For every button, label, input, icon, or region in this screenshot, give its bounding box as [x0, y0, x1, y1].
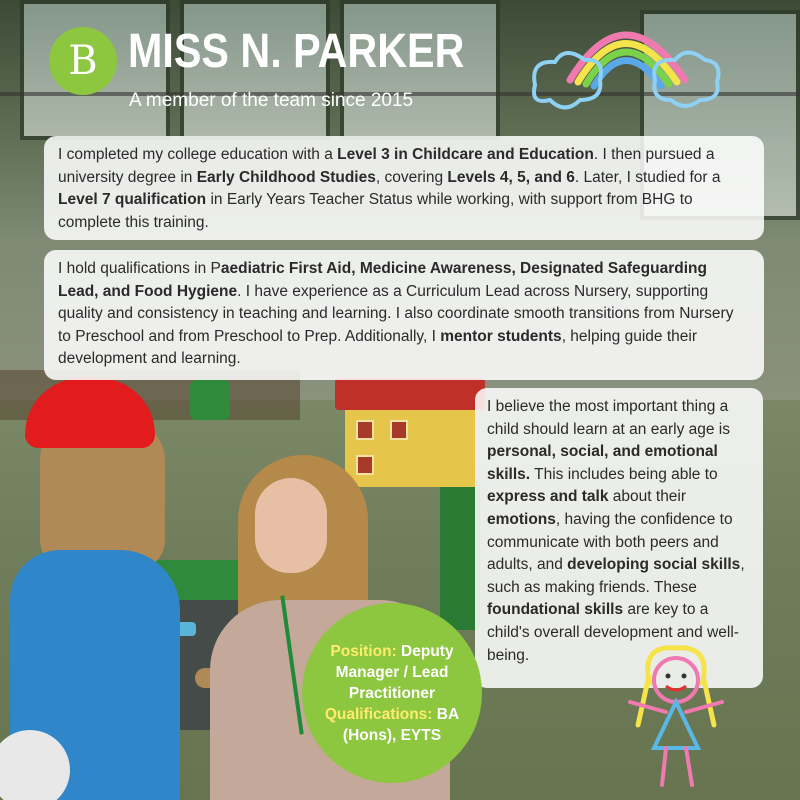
position-value: Deputy Manager / Lead Practitioner — [335, 642, 454, 702]
green-panel — [440, 480, 480, 630]
stick-figure-doodle-icon — [620, 640, 730, 790]
qualifications-value: BA (Hons), EYTS — [342, 705, 460, 744]
education-text-box — [44, 136, 764, 240]
team-since-text: A member of the team since 2015 — [129, 90, 414, 111]
bold-text-run: foundational skills — [487, 601, 624, 619]
text-run: . Later, I studied for a — [574, 168, 721, 186]
bold-text-run: aediatric First Aid, Medicine Awareness, Designated Safeguarding Lead, and Food Hygiene — [58, 260, 707, 300]
text-run: in Early Years Teacher Status while working, with support from BHG to complete this training. — [58, 191, 693, 231]
dollhouse-window — [356, 420, 374, 440]
rainbow-doodle-icon — [525, 0, 725, 130]
text-run: are key to a child's overall development and well-being. — [487, 601, 739, 664]
qualifications-line — [316, 704, 468, 746]
qualifications-paragraph — [58, 258, 750, 371]
bhg-logo-icon — [49, 27, 117, 95]
position-badge — [302, 603, 482, 783]
text-run: I believe the most important thing a child should learn at an early age is — [487, 398, 730, 438]
text-run: , having the confidence to communicate with both peers and adults, and — [487, 510, 733, 574]
text-run: I completed my college education with a — [58, 146, 338, 163]
staff-name-title: MISS N. PARKER — [128, 25, 465, 78]
qualifications-text-box — [44, 250, 764, 380]
belief-paragraph — [487, 396, 753, 667]
text-run: . I have experience as a Curriculum Lead across Nursery, supporting quality and consistency in teaching and learning. I also coordinate smooth transitions from Nursery to Preschool and from Preschool to Prep. Additionally, I — [58, 282, 734, 345]
text-run: about their — [608, 488, 687, 506]
bold-text-run: Early Childhood Studies — [196, 168, 376, 186]
bold-text-run: personal, social, and emotional skills. — [487, 443, 718, 483]
bold-text-run: Level 7 qualification — [58, 191, 207, 208]
bold-text-run: Levels 4, 5, and 6 — [447, 168, 575, 186]
logo-letter: B — [68, 38, 98, 84]
text-run: This includes being able to — [530, 465, 718, 483]
qualifications-label: Qualifications: — [324, 705, 433, 723]
bold-text-run: mentor students — [440, 327, 562, 345]
education-paragraph — [58, 144, 750, 234]
practitioner-face — [255, 478, 327, 573]
bold-text-run: express and talk — [487, 488, 609, 506]
dollhouse-roof — [335, 378, 485, 410]
text-run: I hold qualifications in P — [58, 260, 221, 277]
position-label: Position: — [330, 642, 397, 660]
bold-text-run: emotions — [487, 510, 556, 528]
bold-text-run: Level 3 in Childcare and Education — [337, 146, 594, 163]
dollhouse-window — [390, 420, 408, 440]
dollhouse-window — [356, 455, 374, 475]
position-line — [316, 641, 468, 704]
text-run: , covering — [375, 168, 448, 186]
text-run: , such as making friends. These — [487, 556, 745, 596]
bold-text-run: developing social skills — [567, 556, 741, 574]
green-chair — [190, 380, 230, 420]
text-run: , helping guide their development and learning. — [58, 327, 697, 367]
text-run: . I then pursued a university degree in — [58, 146, 715, 186]
